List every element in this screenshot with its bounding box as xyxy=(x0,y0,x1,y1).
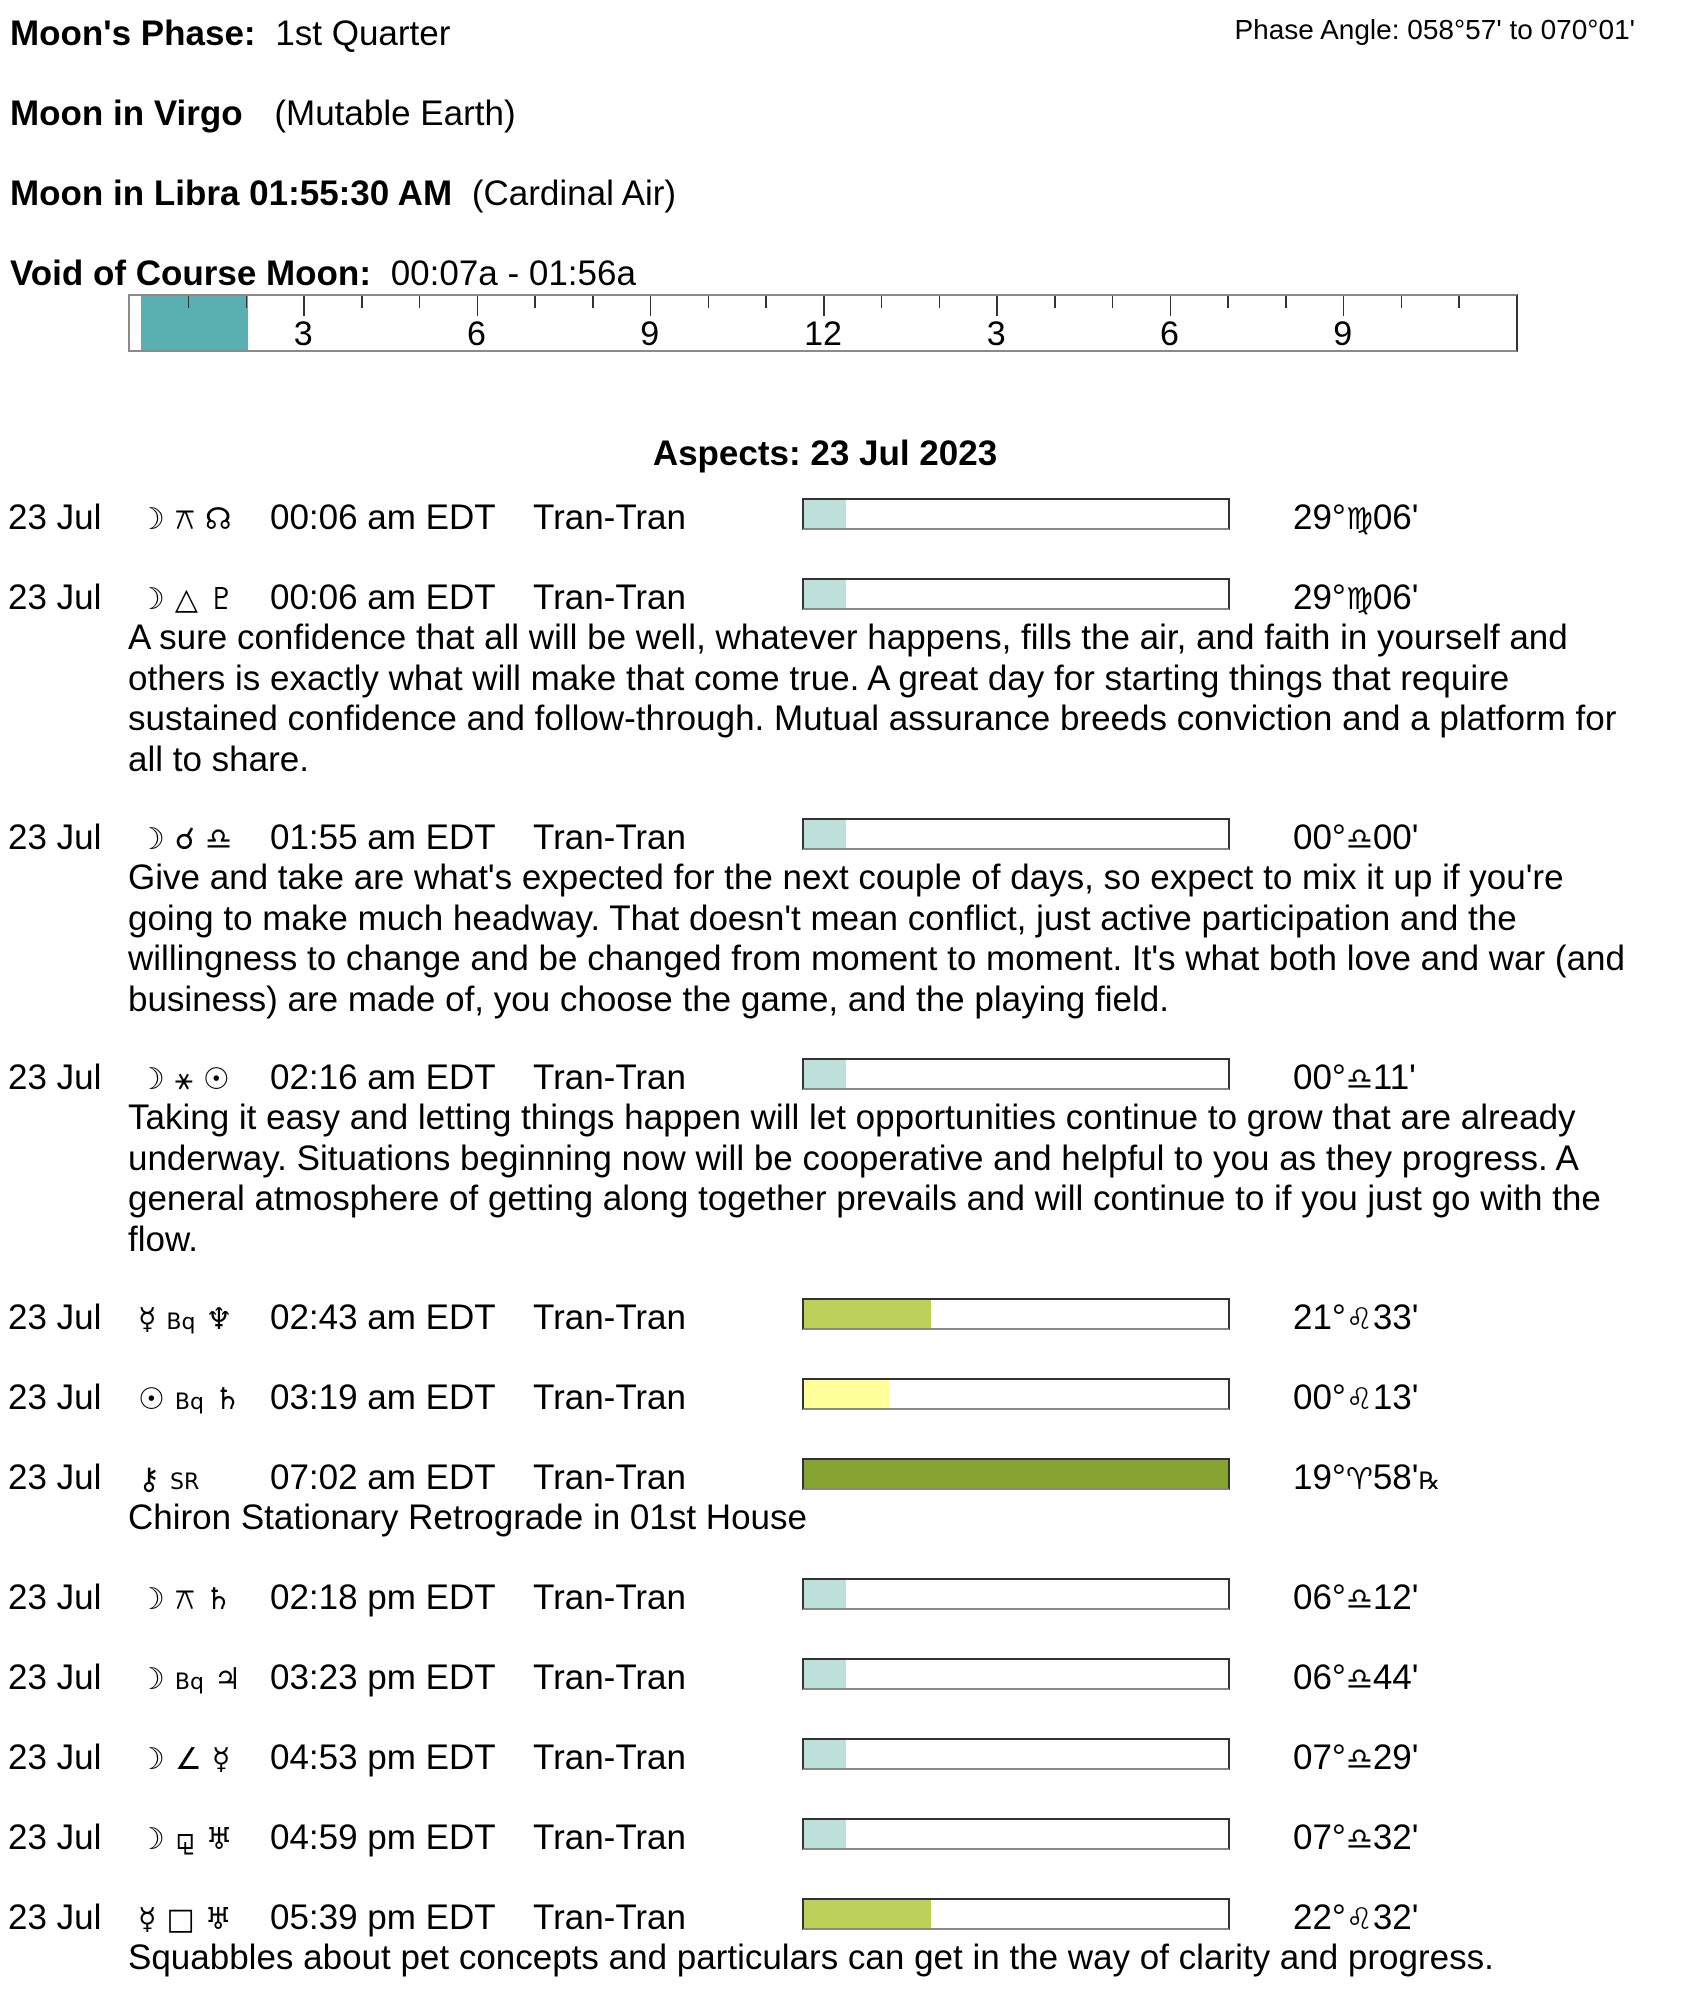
planet-1-icon: ☽ xyxy=(138,502,165,537)
planet-1-icon: ☿ xyxy=(138,1902,157,1937)
aspect-glyphs xyxy=(138,1580,242,1620)
degree-value: 00° xyxy=(1293,818,1346,857)
aspect-type-icon: Bq xyxy=(174,1390,204,1415)
aspect-row xyxy=(0,1898,1690,1938)
planet-2-icon: ♄ xyxy=(213,1382,241,1417)
moon-sign-label: Moon in Virgo xyxy=(10,94,243,133)
zodiac-sign-icon: ♎ xyxy=(1345,1662,1373,1697)
aspect-time: 04:59 pm EDT xyxy=(270,1818,496,1857)
degree-value: 06° xyxy=(1293,1578,1346,1617)
planet-1-icon: ⚷ xyxy=(138,1462,160,1497)
aspect-date: 23 Jul xyxy=(8,1578,102,1617)
aspect-row xyxy=(0,1058,1690,1098)
aspect-strength-fill xyxy=(804,820,846,848)
aspect-row xyxy=(0,818,1690,858)
aspect-description: Taking it easy and letting things happen will let opportunities continue to grow that are already underway. Situations beginning now will be cooperative and helpful to you as they progress. A general atmosphere of getting along together prevails and will continue to if you just go with the flow. xyxy=(128,1098,1601,1259)
aspect-date: 23 Jul xyxy=(8,1658,102,1697)
aspect-strength-fill xyxy=(804,1300,931,1328)
planet-1-icon: ☽ xyxy=(138,822,165,857)
timeline-tick xyxy=(1170,296,1172,316)
minute-value: 12' xyxy=(1372,1578,1419,1617)
moon-phase-label: Moon's Phase: xyxy=(10,14,256,53)
degree-value: 22° xyxy=(1293,1898,1346,1937)
minute-value: 13' xyxy=(1372,1378,1419,1417)
degree-value: 29° xyxy=(1293,578,1346,617)
zodiac-sign-icon: ♎ xyxy=(1345,822,1373,857)
moon-phase-value: 1st Quarter xyxy=(275,14,451,53)
moon-sign-line xyxy=(10,94,516,134)
aspect-glyphs xyxy=(138,1460,219,1503)
planet-1-icon: ☽ xyxy=(138,1582,165,1617)
timeline-tick xyxy=(939,296,941,308)
aspect-degree xyxy=(1293,1058,1416,1101)
aspect-strength-bar xyxy=(802,1738,1230,1770)
aspect-glyphs xyxy=(138,1660,251,1703)
zodiac-sign-icon: ♎ xyxy=(1345,1742,1373,1777)
minute-value: 00' xyxy=(1372,818,1419,857)
aspect-glyphs xyxy=(138,1900,242,1940)
aspect-row xyxy=(0,1818,1690,1858)
aspect-date: 23 Jul xyxy=(8,1458,102,1497)
planet-1-icon: ☽ xyxy=(138,1662,165,1697)
timeline-tick xyxy=(823,296,825,316)
planet-2-icon: ♇ xyxy=(207,582,235,617)
timeline-tick xyxy=(477,296,479,316)
timeline-tick xyxy=(1343,296,1345,316)
minute-value: 32' xyxy=(1372,1898,1419,1937)
void-of-course-timeline xyxy=(128,294,1518,352)
aspect-row xyxy=(0,1378,1690,1418)
timeline-hour-label: 6 xyxy=(1160,315,1179,353)
timeline-tick xyxy=(1112,296,1114,308)
zodiac-sign-icon: ♍ xyxy=(1345,502,1373,537)
aspect-strength-fill xyxy=(804,1380,889,1408)
timeline-tick xyxy=(303,296,305,316)
aspect-degree xyxy=(1293,498,1418,541)
aspect-type: Tran-Tran xyxy=(533,1898,686,1937)
degree-value: 19° xyxy=(1293,1458,1346,1497)
aspect-row xyxy=(0,1578,1690,1618)
aspect-date: 23 Jul xyxy=(8,1378,102,1417)
planet-2-icon: ♅ xyxy=(205,1822,233,1857)
timeline-tick xyxy=(1285,296,1287,308)
moon-ingress-label: Moon in Libra 01:55:30 AM xyxy=(10,174,453,213)
phase-angle: Phase Angle: 058°57' to 070°01' xyxy=(1234,14,1635,45)
timeline-tick xyxy=(1054,296,1056,308)
aspect-glyphs xyxy=(138,1060,240,1100)
aspect-degree xyxy=(1293,578,1418,621)
planet-2-icon: ☉ xyxy=(202,1062,230,1097)
planet-1-icon: ☉ xyxy=(138,1382,165,1417)
planet-1-icon: ☽ xyxy=(138,1822,165,1857)
aspect-date: 23 Jul xyxy=(8,578,102,617)
planet-1-icon: ☿ xyxy=(138,1302,157,1337)
timeline-tick xyxy=(881,296,883,308)
aspect-type-icon: ⚻ xyxy=(174,1582,195,1617)
aspect-date: 23 Jul xyxy=(8,1818,102,1857)
aspect-date: 23 Jul xyxy=(8,818,102,857)
aspect-strength-bar xyxy=(802,1578,1230,1610)
aspect-glyphs xyxy=(138,580,245,620)
timeline-tick xyxy=(708,296,710,308)
minute-value: 33' xyxy=(1372,1298,1419,1337)
moon-sign-quality: (Mutable Earth) xyxy=(274,94,516,133)
zodiac-sign-icon: ♎ xyxy=(1345,1062,1373,1097)
aspect-glyphs xyxy=(138,1300,242,1343)
degree-value: 00° xyxy=(1293,1058,1346,1097)
moon-phase-line xyxy=(10,14,450,54)
retrograde-icon: ℞ xyxy=(1418,1467,1440,1495)
aspect-type-icon: ⚼ xyxy=(174,1822,196,1857)
void-of-course-label: Void of Course Moon: xyxy=(10,254,371,293)
aspect-date: 23 Jul xyxy=(8,1898,102,1937)
aspect-type: Tran-Tran xyxy=(533,1578,686,1617)
void-of-course-fill xyxy=(141,296,248,350)
aspect-type: Tran-Tran xyxy=(533,578,686,617)
aspect-time: 00:06 am EDT xyxy=(270,498,496,537)
aspect-type-icon: Bq xyxy=(166,1310,196,1335)
aspect-strength-bar xyxy=(802,1658,1230,1690)
aspect-glyphs xyxy=(138,1380,251,1423)
minute-value: 32' xyxy=(1372,1818,1419,1857)
aspects-title: Aspects: 23 Jul 2023 xyxy=(652,434,998,473)
minute-value: 29' xyxy=(1372,1738,1419,1777)
aspect-strength-bar xyxy=(802,1898,1230,1930)
timeline-hour-label: 9 xyxy=(640,315,660,353)
aspect-row xyxy=(0,1658,1690,1698)
aspect-type-icon: □ xyxy=(166,1902,195,1937)
timeline-tick xyxy=(592,296,594,308)
aspect-strength-bar xyxy=(802,818,1230,850)
aspect-degree xyxy=(1293,1738,1418,1781)
aspect-type: Tran-Tran xyxy=(533,1378,686,1417)
timeline-tick xyxy=(361,296,363,308)
aspect-degree xyxy=(1293,1578,1418,1621)
timeline-tick xyxy=(765,296,767,308)
zodiac-sign-icon: ♌ xyxy=(1345,1902,1373,1937)
aspect-row xyxy=(0,1738,1690,1778)
aspect-type: Tran-Tran xyxy=(533,1298,686,1337)
planet-2-icon: ☿ xyxy=(211,1742,231,1777)
minute-value: 58' xyxy=(1372,1458,1419,1497)
aspect-type: Tran-Tran xyxy=(533,498,686,537)
void-of-course-value: 00:07a - 01:56a xyxy=(390,254,636,293)
planet-2-icon: ♄ xyxy=(204,1582,232,1617)
zodiac-sign-icon: ♈ xyxy=(1345,1462,1373,1497)
aspect-degree xyxy=(1293,1458,1440,1501)
degree-value: 21° xyxy=(1293,1298,1346,1337)
timeline-tick xyxy=(650,296,652,316)
aspect-glyphs xyxy=(138,1820,243,1860)
zodiac-sign-icon: ♎ xyxy=(1345,1582,1373,1617)
aspect-glyphs xyxy=(138,820,242,860)
aspect-strength-fill xyxy=(804,1060,846,1088)
aspect-glyphs xyxy=(138,500,242,540)
timeline-hour-label: 3 xyxy=(293,315,313,353)
aspect-row xyxy=(0,498,1690,538)
planet-2-icon: ☊ xyxy=(204,502,232,537)
aspect-type: Tran-Tran xyxy=(533,1818,686,1857)
timeline-tick xyxy=(188,296,190,308)
moon-ingress-line xyxy=(10,174,676,214)
aspect-strength-fill xyxy=(804,1580,846,1608)
aspect-time: 01:55 am EDT xyxy=(270,818,496,857)
planet-1-icon: ☽ xyxy=(138,582,165,617)
aspect-strength-bar xyxy=(802,1298,1230,1330)
aspect-strength-bar xyxy=(802,498,1230,530)
aspect-glyphs xyxy=(138,1740,240,1780)
timeline-tick xyxy=(1227,296,1229,308)
aspect-time: 05:39 pm EDT xyxy=(270,1898,496,1937)
aspect-date: 23 Jul xyxy=(8,1298,102,1337)
timeline-hour-label: 3 xyxy=(986,315,1006,353)
aspect-strength-fill xyxy=(804,500,846,528)
aspect-time: 02:18 pm EDT xyxy=(270,1578,496,1617)
degree-value: 06° xyxy=(1293,1658,1346,1697)
aspect-time: 02:16 am EDT xyxy=(270,1058,496,1097)
aspect-strength-bar xyxy=(802,578,1230,610)
degree-value: 07° xyxy=(1293,1818,1346,1857)
aspect-row xyxy=(0,1298,1690,1338)
aspect-time: 02:43 am EDT xyxy=(270,1298,496,1337)
aspect-strength-fill xyxy=(804,1460,1228,1488)
planet-1-icon: ☽ xyxy=(138,1742,165,1777)
aspect-strength-fill xyxy=(804,1660,846,1688)
aspect-description: Give and take are what's expected for the next couple of days, so expect to mix it up if you're going to make much headway. That doesn't mean conflict, just active participation and the willingness to change and be changed from moment to moment. It's what both love and war (and business) are made of, you choose the game, and the playing field. xyxy=(128,858,1625,1019)
aspect-degree xyxy=(1293,1898,1418,1941)
aspect-type: Tran-Tran xyxy=(533,1658,686,1697)
aspect-type-icon: ☌ xyxy=(174,822,196,857)
zodiac-sign-icon: ♌ xyxy=(1345,1382,1373,1417)
planet-1-icon: ☽ xyxy=(138,1062,165,1097)
aspect-date: 23 Jul xyxy=(8,498,102,537)
aspect-type: Tran-Tran xyxy=(533,1058,686,1097)
minute-value: 11' xyxy=(1372,1058,1416,1097)
timeline-tick xyxy=(1458,296,1460,308)
aspect-degree xyxy=(1293,1378,1418,1421)
aspect-strength-bar xyxy=(802,1458,1230,1490)
planet-2-icon: ♅ xyxy=(204,1902,232,1937)
aspect-time: 04:53 pm EDT xyxy=(270,1738,496,1777)
aspect-strength-fill xyxy=(804,1900,931,1928)
degree-value: 29° xyxy=(1293,498,1346,537)
void-of-course-line xyxy=(10,254,636,294)
planet-2-icon: ♃ xyxy=(213,1662,241,1697)
zodiac-sign-icon: ♌ xyxy=(1345,1302,1373,1337)
minute-value: 06' xyxy=(1372,498,1419,537)
timeline-tick xyxy=(419,296,421,308)
aspect-strength-bar xyxy=(802,1378,1230,1410)
minute-value: 44' xyxy=(1372,1658,1419,1697)
minute-value: 06' xyxy=(1372,578,1419,617)
aspect-degree xyxy=(1293,1818,1418,1861)
timeline-hour-label: 12 xyxy=(804,315,842,353)
planet-2-icon: ♎ xyxy=(205,822,232,857)
timeline-hour-label: 6 xyxy=(467,315,486,353)
timeline-tick xyxy=(996,296,998,316)
aspect-strength-fill xyxy=(804,1740,846,1768)
aspect-time: 07:02 am EDT xyxy=(270,1458,496,1497)
aspect-degree xyxy=(1293,818,1418,861)
aspect-description: A sure confidence that all will be well, whatever happens, fills the air, and faith in yourself and others is exactly what will make that come true. A great day for starting things that require sustained confidence and follow-through. Mutual assurance breeds conviction and a platform for all to share. xyxy=(128,618,1617,779)
planet-2-icon: ♆ xyxy=(205,1302,233,1337)
aspect-strength-fill xyxy=(804,580,846,608)
zodiac-sign-icon: ♎ xyxy=(1345,1822,1373,1857)
aspect-type: Tran-Tran xyxy=(533,1738,686,1777)
aspect-time: 00:06 am EDT xyxy=(270,578,496,617)
timeline-hour-label: 9 xyxy=(1333,315,1353,353)
aspect-date: 23 Jul xyxy=(8,1058,102,1097)
aspect-type-icon: Bq xyxy=(174,1670,204,1695)
aspect-date: 23 Jul xyxy=(8,1738,102,1777)
aspect-degree xyxy=(1293,1298,1418,1341)
aspect-type-icon: ⚹ xyxy=(174,1062,193,1097)
aspect-row xyxy=(0,578,1690,618)
aspect-type-icon: △ xyxy=(174,582,198,617)
zodiac-sign-icon: ♍ xyxy=(1345,582,1373,617)
aspect-row xyxy=(0,1458,1690,1498)
timeline-tick xyxy=(1401,296,1403,308)
aspect-type: Tran-Tran xyxy=(533,1458,686,1497)
degree-value: 07° xyxy=(1293,1738,1346,1777)
aspect-description: Squabbles about pet concepts and particulars can get in the way of clarity and progress. xyxy=(128,1938,1494,1977)
aspect-strength-fill xyxy=(804,1820,846,1848)
aspect-strength-bar xyxy=(802,1058,1230,1090)
aspect-time: 03:19 am EDT xyxy=(270,1378,496,1417)
timeline-tick xyxy=(534,296,536,308)
aspect-time: 03:23 pm EDT xyxy=(270,1658,496,1697)
aspect-degree xyxy=(1293,1658,1418,1701)
aspect-strength-bar xyxy=(802,1818,1230,1850)
degree-value: 00° xyxy=(1293,1378,1346,1417)
aspect-type-icon: ⚻ xyxy=(174,502,195,537)
timeline-tick xyxy=(246,296,248,308)
aspect-description: Chiron Stationary Retrograde in 01st House xyxy=(128,1498,807,1537)
moon-ingress-quality: (Cardinal Air) xyxy=(471,174,677,213)
aspect-type: Tran-Tran xyxy=(533,818,686,857)
aspect-type-icon: ∠ xyxy=(174,1742,202,1777)
aspect-type-icon: SR xyxy=(169,1470,200,1495)
